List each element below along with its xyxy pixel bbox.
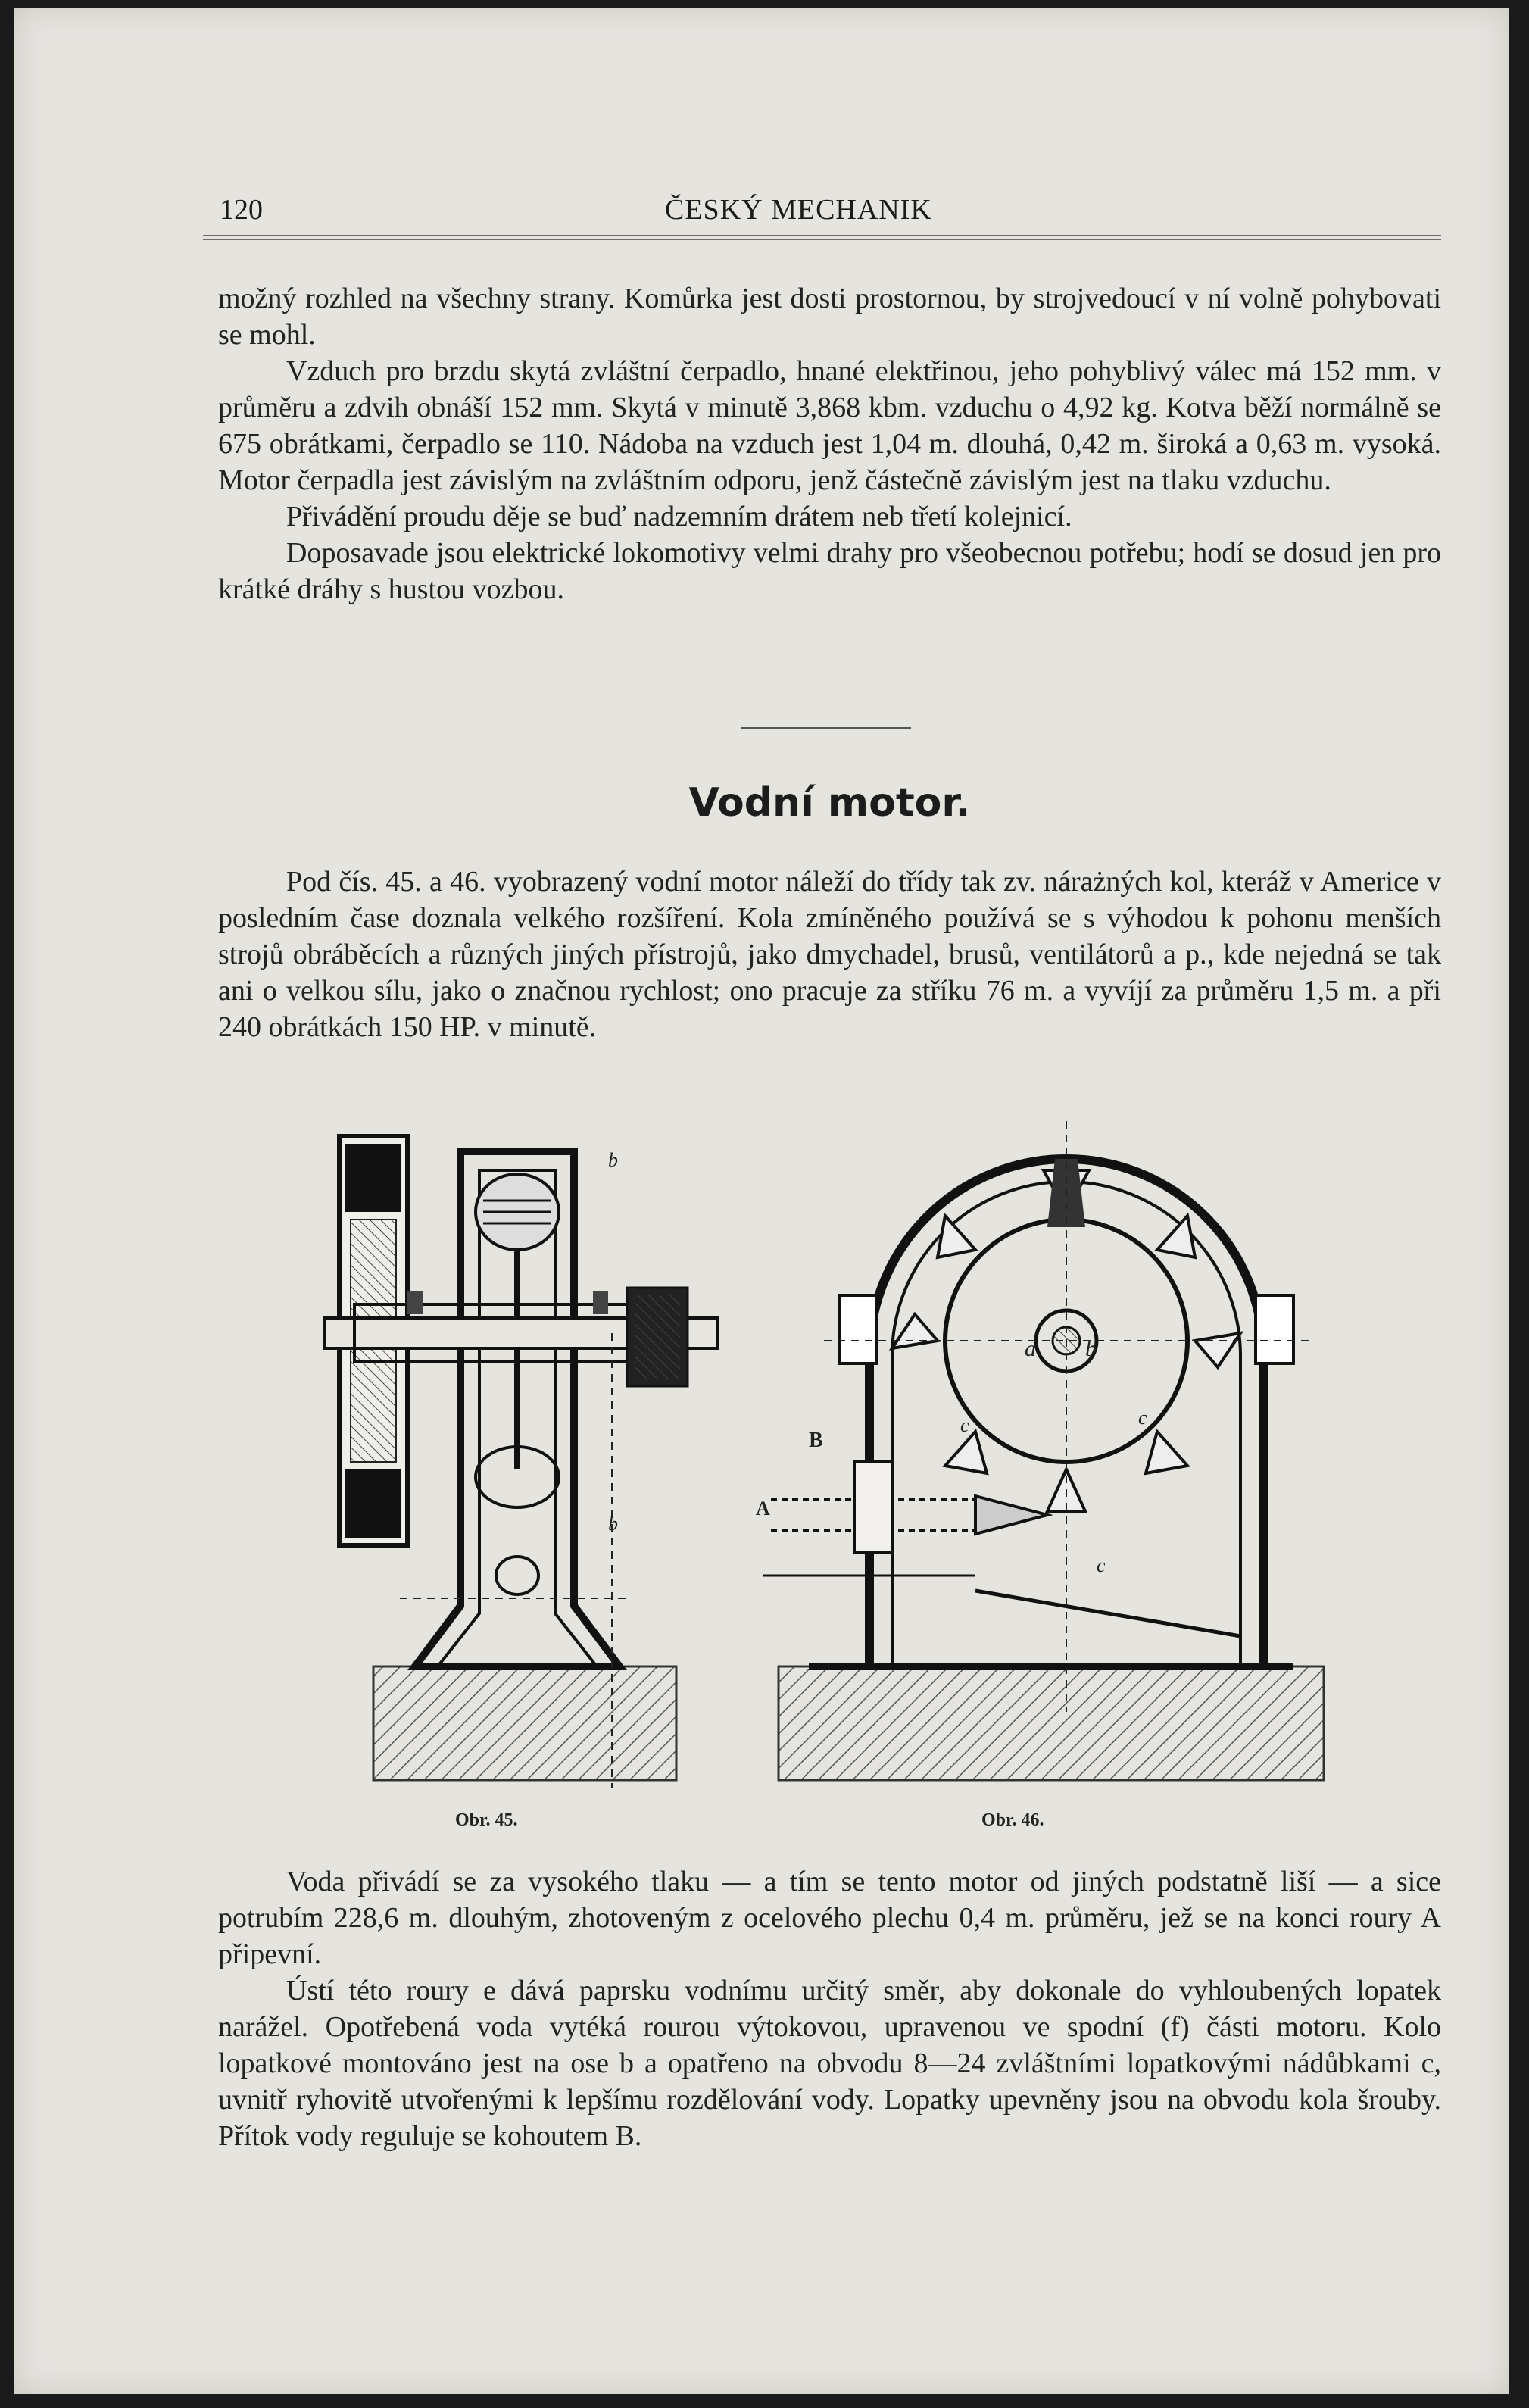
- header-rule-thin: [203, 239, 1441, 240]
- paragraph: Doposavade jsou elektrické lokomotivy velmi drahy pro všeobecnou potřebu; hodí se dosud jen pro krátké dráhy s hustou vozbou.: [218, 537, 1441, 605]
- paragraph: Ústí této roury e dává paprsku vodnímu určitý směr, aby dokonale do vyhloubených lopatek narážel. Opotřebená voda vytéká rourou výtokovou, upravenou ve spodní (f) části motoru. Kolo lopatkové montováno jest na ose b a opatřeno na obvodu 8—24 zvláštními lopatkovými nádůbkami c, uvnitř ryhovitě utvořenými k lepšímu rozdělování vody. Lopatky upevněny jsou na obvodu kola šrouby. Přítok vody reguluje se kohoutem B.: [218, 1975, 1441, 2152]
- label-c-lower: c: [1097, 1554, 1106, 1576]
- water-motor-drawing: [309, 1106, 1354, 1826]
- label-b: b: [608, 1149, 618, 1171]
- figure-45: [324, 1136, 718, 1788]
- label-A: A: [756, 1498, 770, 1519]
- header-rule: [203, 235, 1441, 236]
- foundation-right: [779, 1666, 1324, 1780]
- label-a: a: [1025, 1336, 1036, 1361]
- label-c-right: c: [1138, 1407, 1147, 1429]
- top-text-block: [218, 280, 1441, 607]
- bottom-text-block: [218, 1863, 1441, 2154]
- nozzle: [975, 1496, 1047, 1534]
- valve: [854, 1462, 892, 1553]
- paragraph: Voda přivádí se za vysokého tlaku — a tím se tento motor od jiných podstatně liší — a sice potrubím 228,6 m. dlouhým, zhotoveným z ocelového plechu 0,4 m. průměru, jež se na konci roury A připevní.: [218, 1866, 1441, 1970]
- section-title: Vodní motor.: [688, 780, 971, 826]
- caption-fig-46: Obr. 46.: [981, 1810, 1044, 1830]
- label-b-hub: b: [1085, 1336, 1097, 1361]
- caption-fig-45: Obr. 45.: [455, 1810, 518, 1830]
- paragraph: Přivádění proudu děje se buď nadzemním drátem neb třetí kolejnicí.: [286, 501, 1072, 533]
- page-number: 120: [220, 194, 263, 226]
- page: [14, 8, 1509, 2394]
- label-c: c: [960, 1414, 969, 1436]
- foundation-left: [373, 1666, 676, 1780]
- paragraph: Pod čís. 45. a 46. vyobrazený vodní motor náleží do třídy tak zv. nárażných kol, kteráž v Americe v posledním čase doznala velkého rozšíření. Kola zmíněného používá se s výhodou k pohonu menších strojů obráběcích a různých jiných přístrojů, jako dmychadel, brusů, ventilátorů a p., kde nejedná se tak ani o velkou sílu, jako o značnou rychlost; ono pracuje za stříku 76 m. a vyvíjí za průměru 1,5 m. a při 240 obrátkách 150 HP. v minutě.: [218, 866, 1441, 1043]
- label-B: B: [809, 1429, 823, 1452]
- section-divider: [741, 727, 911, 729]
- figure-46: [756, 1121, 1324, 1780]
- label-b-lower: b: [608, 1513, 618, 1535]
- intro-text-block: [218, 864, 1441, 1045]
- page-header: [203, 193, 1441, 231]
- paragraph: možný rozhled na všechny strany. Komůrka jest dosti prostornou, by strojvedoucí v ní volně pohybovati se mohl.: [218, 283, 1441, 351]
- paragraph: Vzduch pro brzdu skytá zvláštní čerpadlo, hnané elektřinou, jeho pohyblivý válec má 152 mm. v průměru a zdvih obnáší 152 mm. Skytá v minutě 3,868 kbm. vzduchu o 4,92 kg. Kotva běží normálně se 675 obrátkami, čerpadlo se 110. Nádoba na vzduch jest 1,04 m. dlouhá, 0,42 m. široká a 0,63 m. vysoká. Motor čerpadla jest závislým na zvláštním odporu, jenž částečně závislým jest na tlaku vzduchu.: [218, 355, 1441, 496]
- journal-title: ČESKÝ MECHANIK: [665, 194, 932, 226]
